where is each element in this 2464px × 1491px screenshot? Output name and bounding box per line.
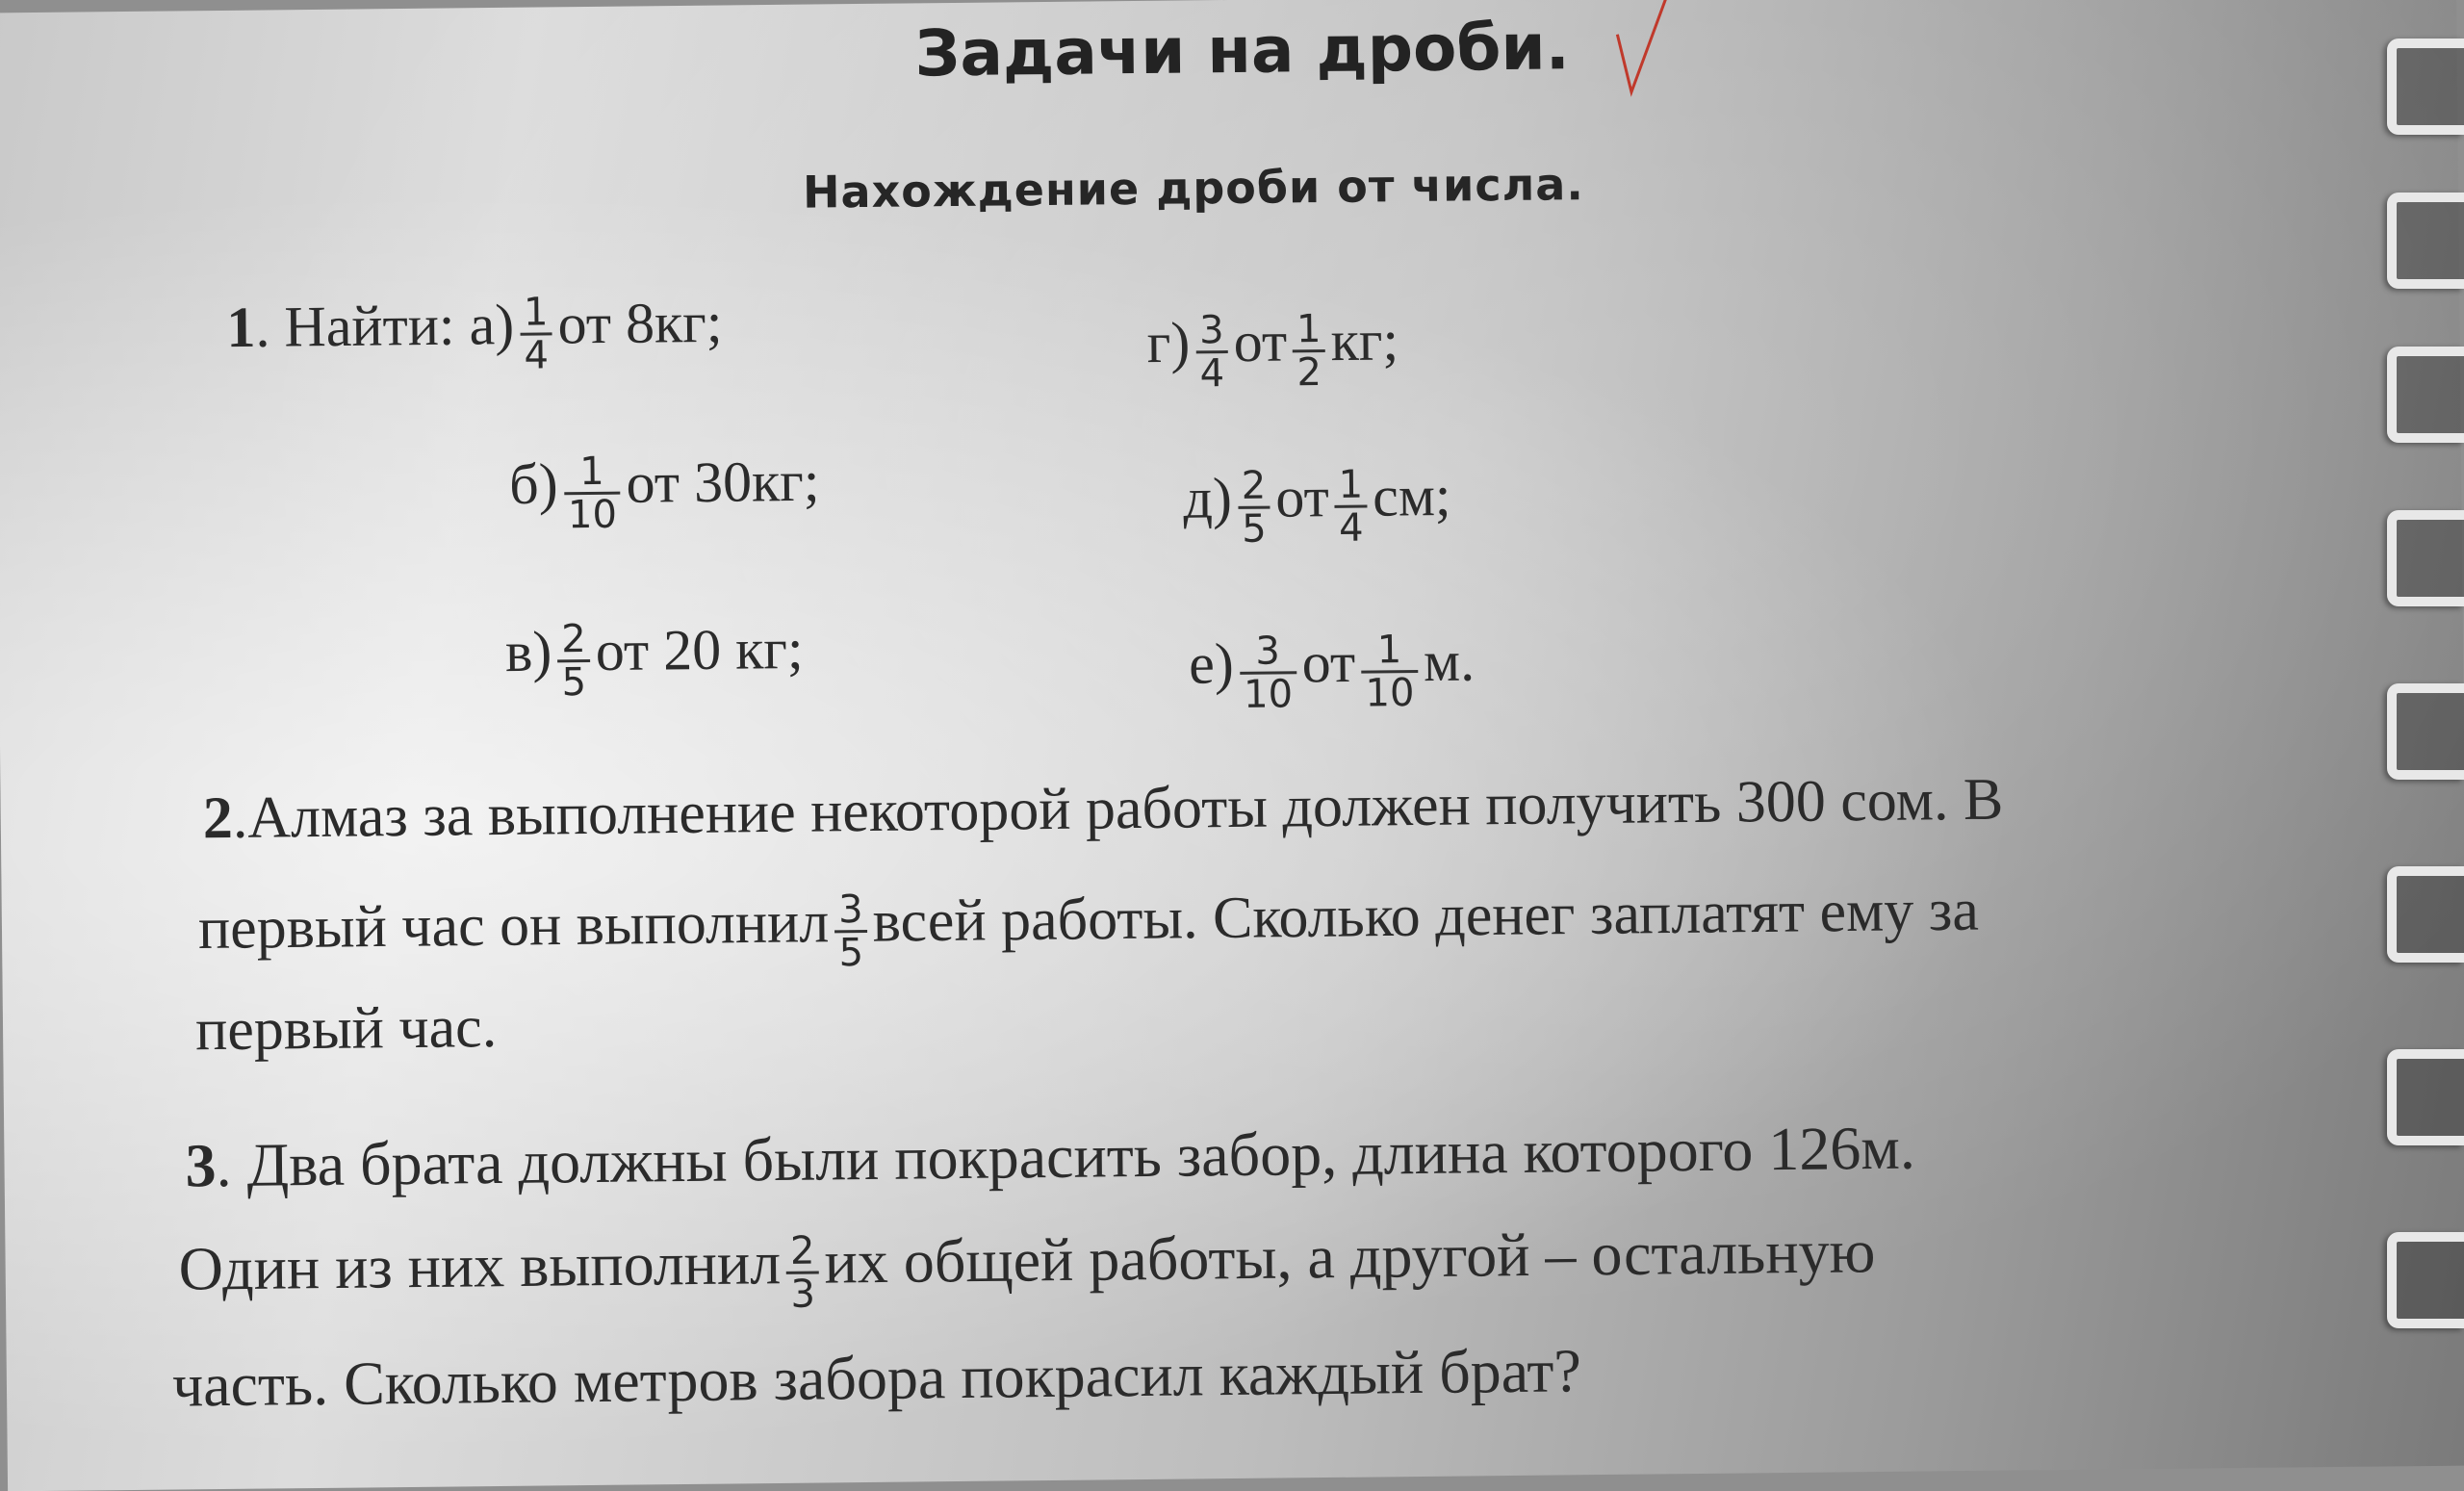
- task1-item-b: [508, 445, 820, 538]
- item-text: от 8кг;: [557, 290, 723, 356]
- fraction: [1195, 308, 1228, 397]
- task3-line1: [185, 1113, 1916, 1200]
- binder-ring: [2387, 193, 2464, 289]
- denominator: 10: [567, 492, 618, 538]
- denominator: 10: [1243, 672, 1294, 717]
- fraction: [1334, 462, 1367, 551]
- numerator: 1: [1334, 465, 1367, 508]
- numerator: 2: [786, 1231, 819, 1274]
- item-label: а): [469, 293, 515, 357]
- task-text: их общей работы, а другой – остальную: [824, 1217, 1876, 1297]
- binder-ring: [2387, 347, 2464, 443]
- task-text: .Алмаз за выполнение некоторой работы должен получить 300 сом. В: [232, 766, 2004, 851]
- denominator: 5: [838, 931, 864, 976]
- denominator: 5: [561, 660, 587, 706]
- fraction: [786, 1228, 819, 1317]
- numerator: 1: [1361, 630, 1418, 674]
- item-text: от: [1233, 309, 1288, 374]
- binder-ring: [2387, 1049, 2464, 1145]
- task1-item-v: [504, 613, 805, 706]
- binder-ring: [2387, 866, 2464, 963]
- numerator: 3: [834, 889, 867, 933]
- fraction: [557, 617, 590, 706]
- item-text: от: [1301, 630, 1356, 695]
- item-text: от: [1274, 465, 1330, 529]
- teacher-check-mark: [1609, 0, 1687, 102]
- task1-item-a: [226, 287, 723, 378]
- numerator: 1: [563, 451, 620, 496]
- task1-item-g: [1146, 304, 1399, 397]
- denominator: 4: [1199, 351, 1225, 397]
- task-lead: . Найти:: [255, 293, 470, 359]
- numerator: 1: [520, 292, 552, 335]
- item-label: д): [1183, 466, 1233, 530]
- item-label: г): [1146, 310, 1191, 375]
- task-text: первый час.: [194, 994, 498, 1064]
- task3-line2: [178, 1216, 1876, 1317]
- task1-item-d: [1183, 460, 1451, 552]
- denominator: 10: [1365, 671, 1415, 716]
- denominator: 4: [1338, 505, 1364, 551]
- fraction: [520, 290, 552, 378]
- denominator: 3: [790, 1272, 816, 1317]
- task-number: 1: [226, 295, 256, 360]
- item-text: см;: [1372, 463, 1451, 528]
- numerator: 2: [1238, 466, 1270, 509]
- task1-item-e: [1188, 625, 1476, 717]
- fraction: [834, 887, 867, 976]
- denominator: 4: [524, 333, 550, 378]
- binder-ring: [2387, 39, 2464, 135]
- task2-line3: [194, 994, 498, 1064]
- task2-line1: [202, 766, 2004, 852]
- task-text: . Два брата должны были покрасить забор, длина которого 126м.: [216, 1113, 1916, 1200]
- section-subtitle: Нахождение дроби от числа.: [802, 158, 1585, 219]
- task3-line3: [171, 1336, 1582, 1420]
- denominator: 5: [1241, 506, 1267, 552]
- item-label: в): [504, 619, 552, 684]
- binder-ring: [2387, 683, 2464, 780]
- fraction: [563, 451, 621, 536]
- numerator: 2: [557, 619, 590, 662]
- item-label: б): [508, 451, 559, 517]
- fraction: [1239, 630, 1296, 715]
- task-text: Один из них выполнил: [178, 1228, 782, 1303]
- numerator: 1: [1293, 309, 1325, 352]
- task2-line2: [198, 874, 1980, 976]
- task-text: часть. Сколько метров забора покрасил каждый брат?: [171, 1336, 1582, 1420]
- item-text: м.: [1423, 629, 1476, 694]
- fraction: [1293, 307, 1325, 396]
- item-text: кг;: [1330, 308, 1399, 373]
- fraction: [1238, 463, 1270, 552]
- item-text: от 20 кг;: [595, 616, 804, 683]
- task-number: 2: [202, 784, 234, 852]
- denominator: 2: [1296, 350, 1322, 396]
- item-label: е): [1188, 631, 1235, 696]
- item-text: от 30кг;: [626, 449, 820, 515]
- numerator: 3: [1239, 630, 1296, 675]
- binder-ring: [2387, 510, 2464, 606]
- numerator: 3: [1195, 310, 1228, 353]
- task-text: всей работы. Сколько денег заплатят ему за: [872, 877, 1980, 955]
- task-text: первый час он выполнил: [197, 889, 830, 962]
- task-number: 3: [185, 1131, 217, 1200]
- binder-ring: [2387, 1232, 2464, 1328]
- page-title: Задачи на дроби.: [914, 10, 1571, 91]
- fraction: [1361, 630, 1419, 714]
